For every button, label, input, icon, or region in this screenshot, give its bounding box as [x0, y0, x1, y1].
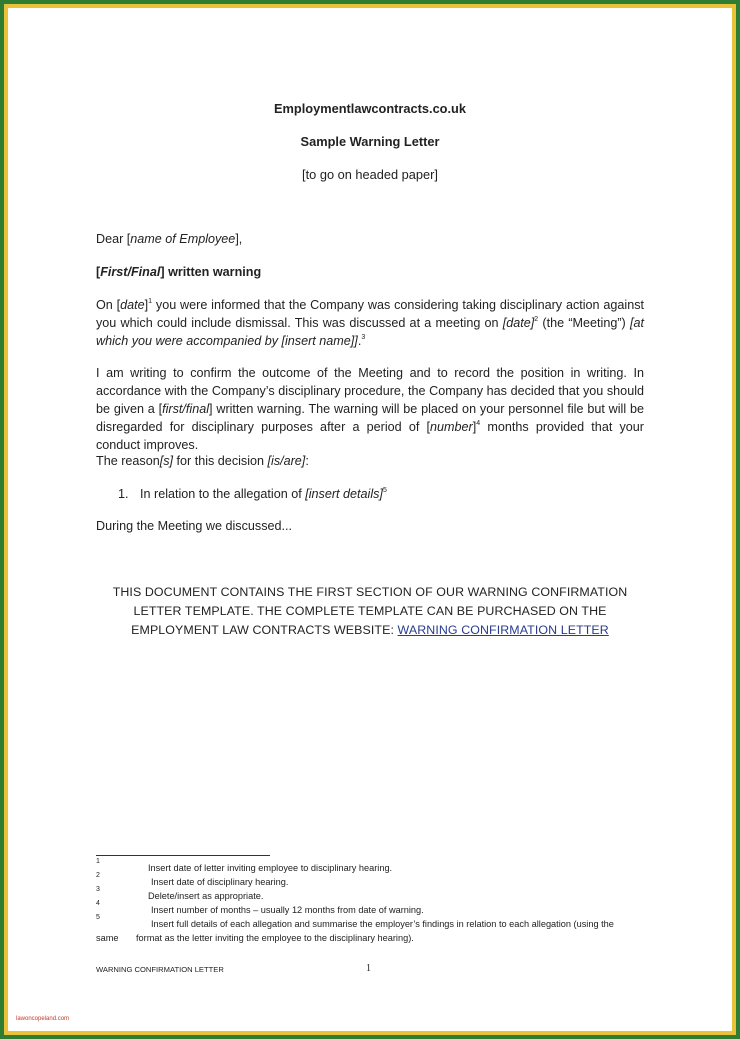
site-title: Employmentlawcontracts.co.uk [273, 101, 466, 116]
paragraph-3: The reason[s] for this decision [is/are]: [96, 454, 309, 468]
page-number: 1 [366, 963, 371, 974]
footnote: 4 Insert number of months – usually 12 months from date of warning. [96, 900, 424, 915]
footer-label: WARNING CONFIRMATION LETTER [96, 965, 224, 974]
footnote-continuation: same format as the letter inviting the employee to the disciplinary hearing). [96, 933, 414, 943]
notice [70, 583, 670, 640]
document-page [8, 8, 732, 1031]
letter-title: Sample Warning Letter [300, 134, 440, 149]
footnote-list [96, 859, 696, 943]
footnote: 2 Insert date of disciplinary hearing. [96, 872, 289, 887]
paragraph-2: I am writing to confirm the outcome of the Meeting and to record the position in writing. In accordance with the Company’s disciplinary procedure, the Company has decided that you should be given a [first/final] written warning. The warning will be placed on your personnel file but will be disregarded for disciplinary purposes after a period of [number]$^4$ months provided that your conduct improves. [96, 366, 645, 452]
notice-line-2: LETTER TEMPLATE. THE COMPLETE TEMPLATE CAN BE PURCHASED ON THE [133, 604, 607, 618]
list-item-number: 1. [118, 487, 129, 501]
footnote: 5 Insert full details of each allegation and summarise the employer’s findings in relation to each allegation (using the [96, 914, 614, 929]
warning-heading: [First/Final] written warning [96, 265, 262, 279]
paragraph-4: During the Meeting we discussed... [96, 519, 293, 533]
purchase-link[interactable]: WARNING CONFIRMATION LETTER [397, 623, 609, 637]
footnote: 3 Delete/insert as appropriate. [96, 886, 264, 901]
notice-line-1: THIS DOCUMENT CONTAINS THE FIRST SECTION OF OUR WARNING CONFIRMATION [112, 585, 628, 599]
letter-subtitle: [to go on headed paper] [302, 167, 438, 182]
footnote-divider [96, 855, 270, 856]
list-item: In relation to the allegation of [insert details]$^5$ [140, 487, 387, 501]
notice-line-3: EMPLOYMENT LAW CONTRACTS WEBSITE: WARNING CONFIRMATION LETTER [131, 623, 609, 637]
footnote: 1 Insert date of letter inviting employee to disciplinary hearing. [96, 858, 393, 873]
watermark: lawoncopeland.com [16, 1016, 70, 1022]
paragraph-1: On [date]$^1$ you were informed that the Company was considering taking disciplinary action against you which could include dismissal. This was discussed at a meeting on [date]$^2$ (the “Meeting”) [at which you were accompanied by [insert name]].$^3$ [96, 298, 644, 348]
greeting: Dear [name of Employee], [96, 232, 243, 246]
